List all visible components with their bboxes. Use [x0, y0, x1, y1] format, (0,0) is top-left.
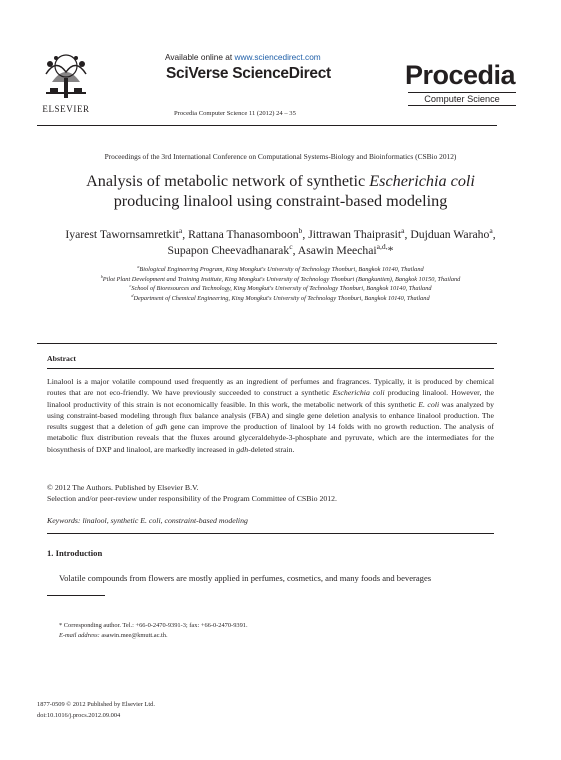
- author-affil-mark: a: [178, 226, 183, 236]
- email-note: [59, 632, 168, 639]
- author-affil-mark: a,d,: [376, 241, 388, 251]
- proceedings-line: Proceedings of the 3rd International Conference on Computational Systems-Biology and Bioinformatics (CSBio 2012): [104, 152, 457, 161]
- author-affil-mark: a: [489, 226, 493, 236]
- affiliation: $^b$Pilot Plant Development and Training Institute, King Mongkut's University of Technology Thonburi (Bangkuntien), Bangkok 10150, Thailand: [100, 273, 461, 283]
- paper-title: [37, 171, 524, 211]
- title-text: Analysis of metabolic network of synthetic: [86, 172, 370, 190]
- abstract-heading-rule: [47, 368, 494, 369]
- email-label: E-mail address:: [59, 632, 100, 639]
- available-prefix: Available online at: [165, 52, 235, 62]
- author-affil-mark: b: [298, 226, 303, 236]
- header-divider: [37, 125, 497, 126]
- title-organism: Escherichia coli: [369, 172, 475, 190]
- affiliation: $^c$School of Bioresources and Technology, King Mongkut's University of Technology Thonburi, Bangkok 10140, Thailand: [129, 283, 432, 293]
- intro-paragraph: Volatile compounds from flowers are mostly applied in perfumes, cosmetics, and many foods and beverages: [59, 573, 432, 583]
- author-list: [50, 227, 511, 258]
- affiliation: $^d$Department of Chemical Engineering, King Mongkut's University of Technology Thonburi, Bangkok 10140, Thailand: [131, 292, 430, 302]
- copyright-line: © 2012 The Authors. Published by Elsevier B.V.: [47, 483, 199, 492]
- footnote-rule: [47, 595, 105, 596]
- journal-citation: Procedia Computer Science 11 (2012) 24 – 35: [174, 110, 296, 117]
- author-affil-mark: a: [401, 226, 405, 236]
- affiliations: [50, 265, 511, 303]
- section-heading: 1. Introduction: [47, 548, 103, 558]
- procedia-logo: Procedia: [405, 60, 516, 90]
- corresponding-mark: *: [387, 243, 394, 257]
- abstract-heading: Abstract: [47, 354, 77, 363]
- author-affil-mark: c: [289, 241, 293, 251]
- procedia-logo-subtitle: Computer Science: [424, 94, 500, 104]
- author: , Supapon Cheevadhanarak: [167, 228, 496, 257]
- corresponding-author-note: * Corresponding author. Tel.: +66-0-2470-9391-3; fax: +66-0-2470-9391.: [59, 622, 248, 629]
- elsevier-wordmark: ELSEVIER: [42, 104, 90, 114]
- peer-review-line: Selection and/or peer-review under responsibility of the Program Committee of CSBio 2012.: [47, 494, 338, 503]
- abstract-top-divider: [37, 343, 497, 344]
- elsevier-logo: [38, 52, 98, 116]
- author: , Rattana Thanasomboon: [182, 228, 299, 241]
- keywords-divider: [47, 533, 494, 534]
- doi-line[interactable]: doi:10.1016/j.procs.2012.09.004: [37, 712, 121, 719]
- author: Iyarest Tawornsamretkit: [65, 228, 179, 241]
- author: , Jittrawan Thaiprasit: [302, 228, 402, 241]
- issn-line: 1877-0509 © 2012 Published by Elsevier Ltd.: [37, 701, 155, 708]
- keywords: Keywords: linalool, synthetic E. coli, constraint-based modeling: [47, 516, 248, 525]
- email-address[interactable]: asawin.mee@kmutt.ac.th.: [99, 632, 168, 639]
- availability-line: [165, 52, 321, 62]
- title-text-line2: producing linalool using constraint-based modeling: [113, 192, 448, 210]
- abstract-body: Linalool is a major volatile compound used frequently as an ingredient of perfumes and fragrances. Typically, it is produced by chemical routes that are not eco-friendly. We have previously succeeded to construct a synthetic Escherichia coli producing linalool. However, the linalool productivity of this strain is not economically feasible. In this work, the metabolic network of this synthetic E. coli was analyzed by using constraint-based modeling through flux balance analysis (FBA) and single gene deletion analysis to enhance linalool production. The results suggest that a deletion of gdh gene can improve the production of linalool by 14 folds with no growth reduction. The analysis of metabolic flux distribution reveals that the fluxes around glyceraldehyde-3-phosphate and pyruvate, which are the intermediates for the biosynthesis of DXP and linalool, are markedly increased in gdh-deleted strain.: [47, 377, 494, 454]
- author: , Asawin Meechai: [292, 243, 377, 257]
- platform-name: SciVerse ScienceDirect: [166, 65, 331, 82]
- sciencedirect-link[interactable]: www.sciencedirect.com: [234, 52, 321, 62]
- author: , Dujduan Waraho: [404, 228, 490, 241]
- affiliation: $^a$Biological Engineering Program, King Mongkut's University of Technology Thonburi, Bangkok 10140, Thailand: [137, 263, 424, 273]
